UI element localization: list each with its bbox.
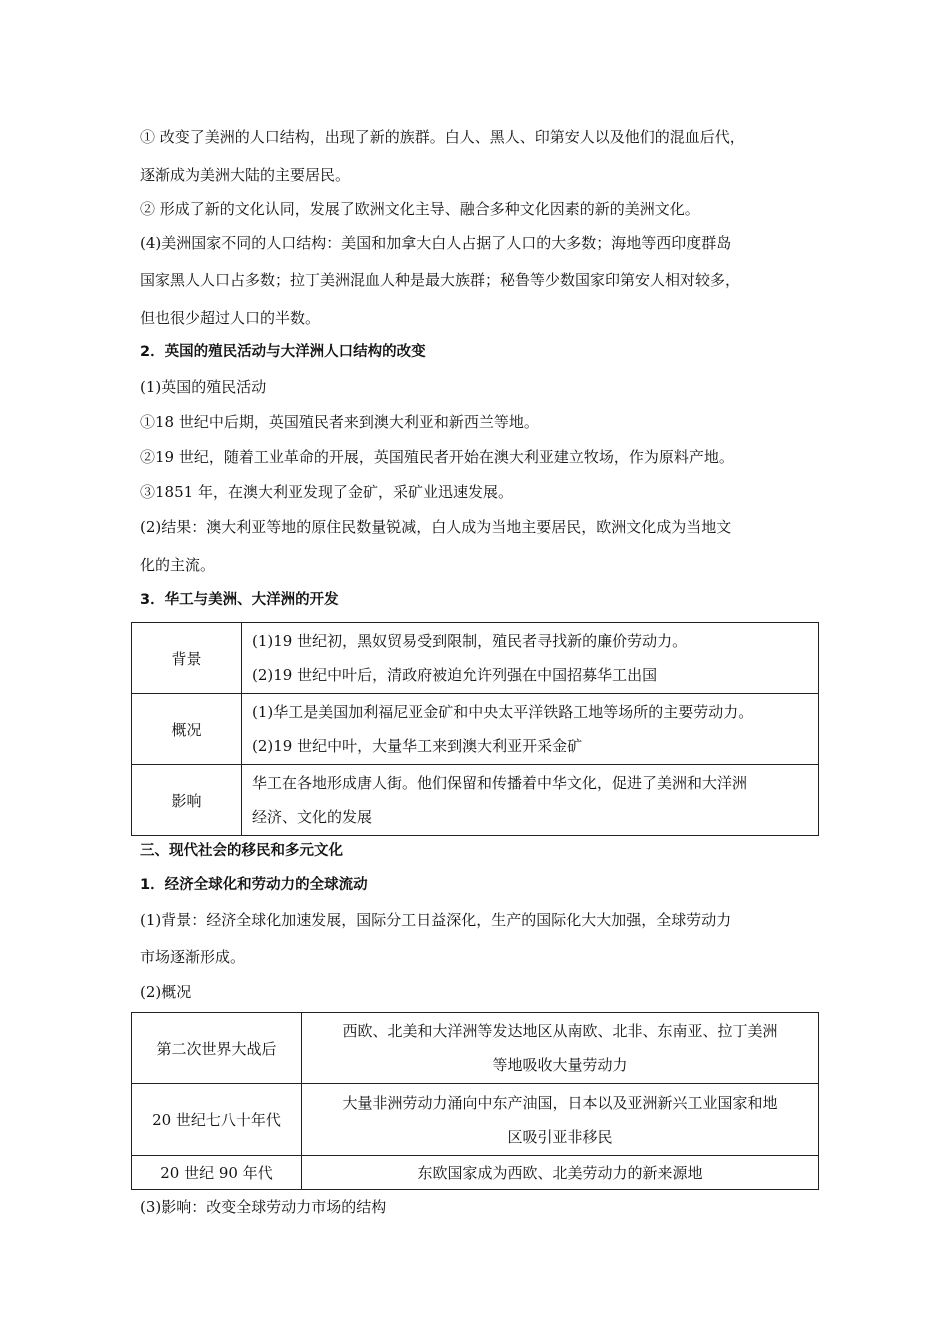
section-heading: 2．英国的殖民活动与大洋洲人口结构的改变 xyxy=(140,344,426,360)
paragraph: (3)影响：改变全球劳动力市场的结构 xyxy=(140,1198,387,1216)
table-content-cell xyxy=(242,623,819,694)
section-heading: 三、现代社会的移民和多元文化 xyxy=(140,843,343,859)
cell-line: (1)华工是美国加利福尼亚金矿和中央太平洋铁路工地等场所的主要劳动力。 xyxy=(252,703,754,721)
cell-line: 华工在各地形成唐人街。他们保留和传播着中华文化，促进了美洲和大洋洲 xyxy=(252,774,748,792)
table-content-cell xyxy=(302,1013,819,1084)
cell-line: 经济、文化的发展 xyxy=(252,808,373,826)
paragraph: 逐渐成为美洲大陆的主要居民。 xyxy=(140,166,351,184)
table-label-cell: 影响 xyxy=(132,765,242,836)
cell-line: (1)19 世纪初，黑奴贸易受到限制，殖民者寻找新的廉价劳动力。 xyxy=(252,632,688,650)
paragraph: ②19 世纪，随着工业革命的开展，英国殖民者开始在澳大利亚建立牧场，作为原料产地。 xyxy=(140,448,734,466)
paragraph: 但也很少超过人口的半数。 xyxy=(140,309,321,327)
section-heading: 1．经济全球化和劳动力的全球流动 xyxy=(140,877,368,893)
table-row xyxy=(132,694,819,765)
chinese-labor-table xyxy=(131,622,819,836)
cell-line: 等地吸收大量劳动力 xyxy=(492,1056,628,1074)
cell-line: 西欧、北美和大洋洲等发达地区从南欧、北非、东南亚、拉丁美洲 xyxy=(342,1022,778,1040)
table-label-cell: 20 世纪七八十年代 xyxy=(132,1084,302,1156)
cell-line: 区吸引亚非移民 xyxy=(507,1127,613,1146)
table-label-cell: 概况 xyxy=(132,694,242,765)
cell-line: 大量非洲劳动力涌向中东产油国，日本以及亚洲新兴工业国家和地 xyxy=(342,1093,778,1112)
table-row xyxy=(132,1084,819,1156)
paragraph: (2)概况 xyxy=(140,983,192,1001)
cell-line: (2)19 世纪中叶后，清政府被迫允许列强在中国招募华工出国 xyxy=(252,666,658,684)
paragraph: (1)英国的殖民活动 xyxy=(140,378,267,396)
table-label-cell: 背景 xyxy=(132,623,242,694)
cell-line: 东欧国家成为西欧、北美劳动力的新来源地 xyxy=(417,1163,703,1182)
paragraph: ①18 世纪中后期，英国殖民者来到澳大利亚和新西兰等地。 xyxy=(140,413,539,431)
table-content-cell xyxy=(302,1084,819,1156)
paragraph: ③1851 年，在澳大利亚发现了金矿，采矿业迅速发展。 xyxy=(140,483,513,501)
table-row xyxy=(132,1013,819,1084)
table-content-cell xyxy=(242,694,819,765)
table-content-cell xyxy=(302,1156,819,1190)
paragraph: ① 改变了美洲的人口结构，出现了新的族群。白人、黑人、印第安人以及他们的混血后代， xyxy=(140,128,745,146)
table-row xyxy=(132,623,819,694)
table-content-cell xyxy=(242,765,819,836)
paragraph: 国家黑人人口占多数；拉丁美洲混血人种是最大族群；秘鲁等少数国家印第安人相对较多， xyxy=(140,271,741,289)
table-row xyxy=(132,1156,819,1190)
paragraph: ② 形成了新的文化认同，发展了欧洲文化主导、融合多种文化因素的新的美洲文化。 xyxy=(140,200,700,218)
table-label-cell: 第二次世界大战后 xyxy=(132,1013,302,1084)
paragraph: (4)美洲国家不同的人口结构：美国和加拿大白人占据了人口的大多数；海地等西印度群岛 xyxy=(140,234,732,252)
table-label-cell: 20 世纪 90 年代 xyxy=(132,1156,302,1190)
section-heading: 3．华工与美洲、大洋洲的开发 xyxy=(140,592,339,608)
paragraph: 化的主流。 xyxy=(140,556,216,574)
paragraph: (2)结果：澳大利亚等地的原住民数量锐减，白人成为当地主要居民，欧洲文化成为当地文 xyxy=(140,518,732,536)
paragraph: (1)背景：经济全球化加速发展，国际分工日益深化，生产的国际化大大加强，全球劳动力 xyxy=(140,911,732,929)
labor-migration-table xyxy=(131,1012,819,1190)
paragraph: 市场逐渐形成。 xyxy=(140,948,246,966)
table-row xyxy=(132,765,819,836)
cell-line: (2)19 世纪中叶，大量华工来到澳大利亚开采金矿 xyxy=(252,737,583,755)
